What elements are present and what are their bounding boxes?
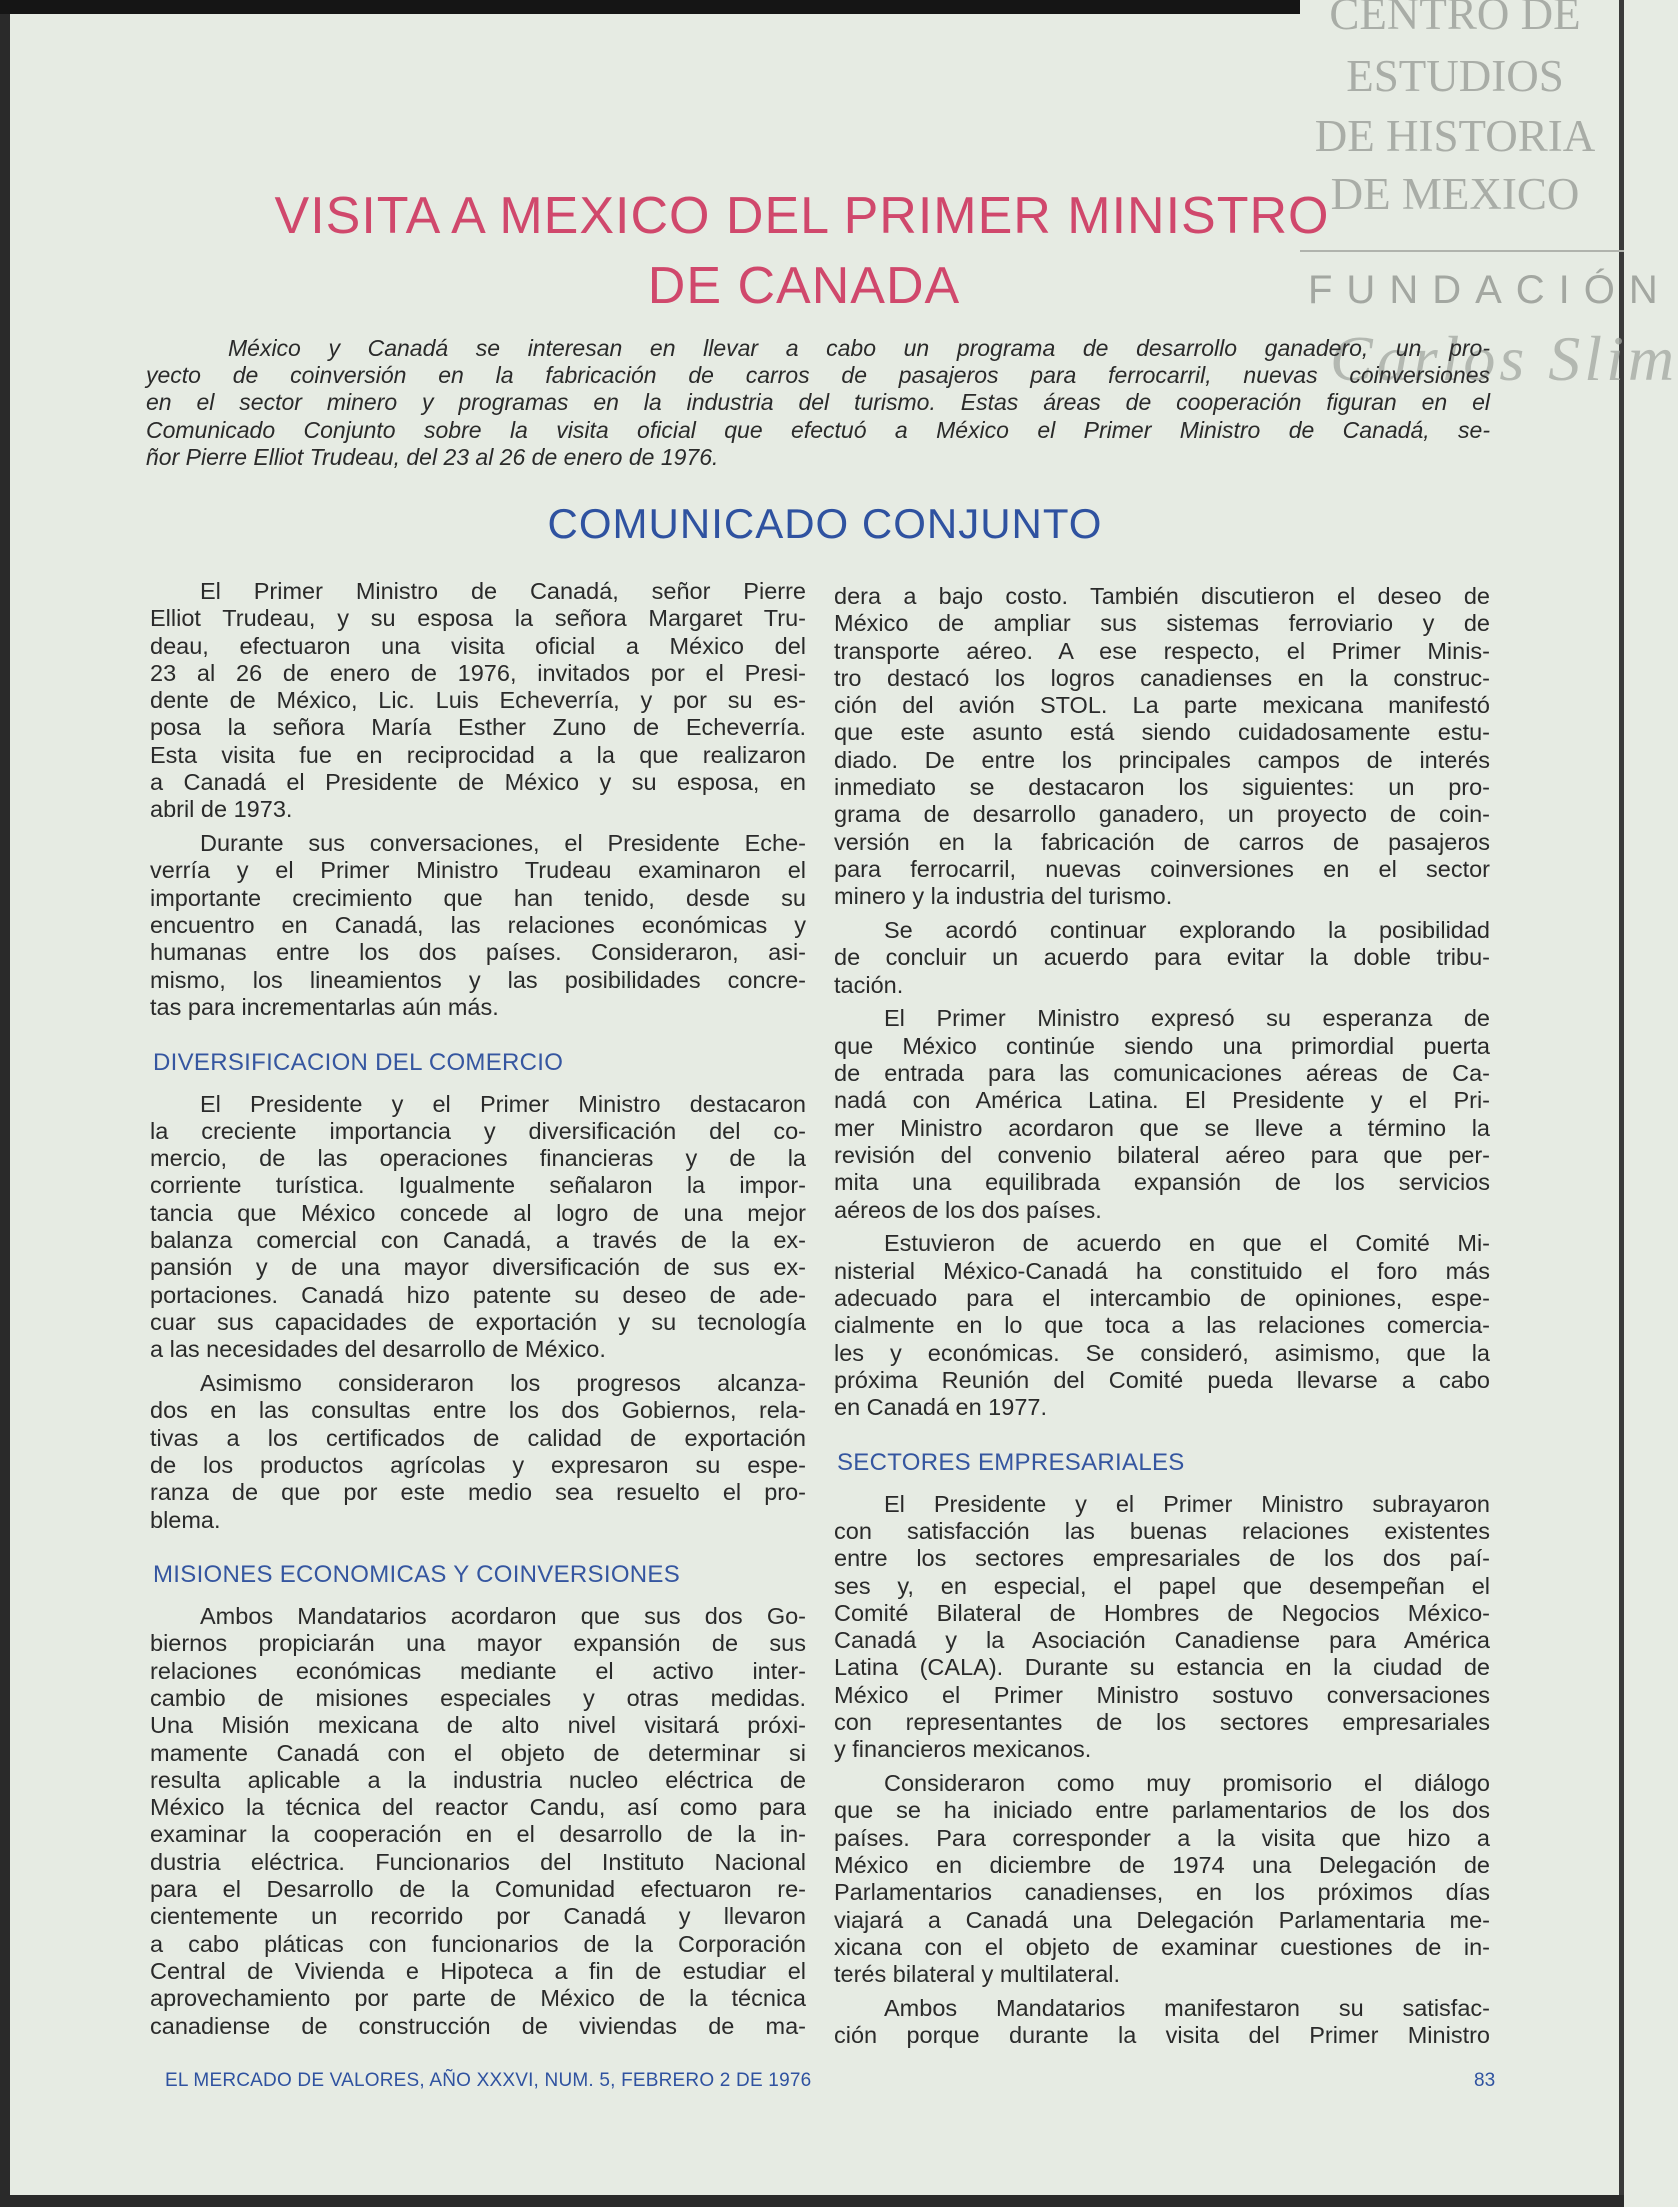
- intro-line: México y Canadá se interesan en llevar a cabo un programa de desarrollo ganadero, un pro-: [228, 335, 1490, 361]
- article-title-line-2: DE CANADA: [647, 257, 961, 315]
- text-line: verría y el Primer Ministro Trudeau examinaron el: [150, 857, 806, 884]
- text-line: Se acordó continuar explorando la posibilidad: [884, 917, 1490, 944]
- paragraph: [150, 1091, 806, 1364]
- text-line: Estuvieron de acuerdo en que el Comité Mi-: [884, 1230, 1490, 1257]
- text-line: El Primer Ministro de Canadá, señor Pierre: [200, 578, 806, 604]
- text-line: canadiense de construcción de viviendas de ma-: [150, 2012, 806, 2039]
- text-line: dera a bajo costo. También discutieron el deseo de: [834, 583, 1490, 609]
- text-line: grama de desarrollo ganadero, un proyecto de coin-: [834, 801, 1490, 828]
- text-line: mismo, los lineamientos y las posibilidades concre-: [150, 966, 806, 993]
- text-line: cuar sus capacidades de exportación y su tecnología: [150, 1308, 806, 1335]
- text-line: a Canadá el Presidente de México y su esposa, en: [150, 769, 806, 796]
- text-line: en Canadá en 1977.: [834, 1394, 1047, 1421]
- text-line: a las necesidades del desarrollo de México.: [150, 1336, 606, 1363]
- text-line: cientemente un recorrido por Canadá y llevaron: [150, 1903, 806, 1930]
- text-line: resulta aplicable a la industria nucleo eléctrica de: [150, 1766, 806, 1793]
- text-line: Durante sus conversaciones, el Presidente Eche-: [200, 830, 806, 857]
- text-line: México en diciembre de 1974 una Delegación de: [834, 1852, 1490, 1879]
- text-line: para el Desarrollo de la Comunidad efectuaron re-: [150, 1876, 806, 1903]
- text-line: con satisfacción las buenas relaciones existentes: [834, 1518, 1490, 1544]
- paragraph: [834, 1770, 1490, 1988]
- text-line: humanas entre los dos países. Consideraron, asi-: [150, 939, 806, 966]
- text-line: tro destacó los logros canadienses en la construc-: [834, 664, 1490, 691]
- text-line: tivas a los certificados de calidad de exportación: [150, 1424, 806, 1451]
- text-line: abril de 1973.: [150, 796, 293, 823]
- text-line: 23 al 26 de enero de 1976, invitados por el Presi-: [150, 659, 806, 686]
- text-line: Esta visita fue en reciprocidad a la que realizaron: [150, 741, 806, 768]
- text-line: examinar la cooperación en el desarrollo de la in-: [150, 1821, 806, 1848]
- text-line: les y económicas. Se consideró, asimismo, que la: [834, 1339, 1490, 1366]
- text-line: Ambos Mandatarios manifestaron su satisfac-: [884, 1995, 1490, 2022]
- section-title: COMUNICADO CONJUNTO: [547, 500, 1103, 547]
- text-line: balanza comercial con Canadá, a través de la ex-: [150, 1227, 806, 1254]
- text-line: ción porque durante la visita del Primer Ministro: [834, 2022, 1490, 2049]
- paragraph: [834, 1491, 1490, 1764]
- text-line: corriente turística. Igualmente señalaron la impor-: [150, 1172, 806, 1199]
- left-column: [150, 578, 806, 2040]
- text-line: dente de México, Lic. Luis Echeverría, y por su es-: [150, 687, 806, 714]
- text-line: tas para incrementarlas aún más.: [150, 993, 499, 1020]
- watermark-line: DE HISTORIA: [1314, 111, 1596, 161]
- watermark-signature: Carlos Slim: [1330, 323, 1678, 394]
- text-line: adecuado para el intercambio de opiniones, espe-: [834, 1284, 1490, 1311]
- text-line: encuentro en Canadá, las relaciones económicas y: [150, 912, 806, 939]
- text-line: ción del avión STOL. La parte mexicana manifestó: [834, 692, 1490, 719]
- intro-line: Comunicado Conjunto sobre la visita oficial que efectuó a México el Primer Ministro de Canadá, se-: [146, 416, 1490, 443]
- watermark-foundation: FUNDACIÓN: [1308, 268, 1672, 312]
- text-line: importante crecimiento que han tenido, desde su: [150, 884, 806, 911]
- text-line: mamente Canadá con el objeto de determinar si: [150, 1739, 806, 1766]
- text-line: El Presidente y el Primer Ministro destacaron: [200, 1090, 806, 1117]
- text-line: mercio, de las operaciones financieras y de la: [150, 1145, 806, 1172]
- text-line: de concluir un acuerdo para evitar la doble tribu-: [834, 944, 1490, 971]
- text-line: mer Ministro acordaron que se lleve a término la: [834, 1114, 1490, 1141]
- text-line: ses y, en especial, el papel que desempeñan el: [834, 1572, 1490, 1599]
- paragraph: [834, 1005, 1490, 1223]
- text-line: posa la señora María Esther Zuno de Echeverría.: [150, 714, 806, 741]
- text-line: aéreos de los dos países.: [834, 1196, 1102, 1223]
- text-line: Asimismo consideraron los progresos alcanza-: [200, 1370, 806, 1397]
- text-line: a cabo pláticas con funcionarios de la Corporación: [150, 1930, 806, 1957]
- text-line: nisterial México-Canadá ha constituido el foro más: [834, 1257, 1490, 1284]
- text-line: para ferrocarril, nuevas coinversiones en el sector: [834, 855, 1490, 882]
- watermark-rule: [1300, 250, 1624, 252]
- text-line: cialmente en lo que toca a las relaciones comercia-: [834, 1312, 1490, 1339]
- text-line: dustria eléctrica. Funcionarios del Instituto Nacional: [150, 1848, 806, 1875]
- scan-border-top: [0, 0, 1300, 14]
- text-line: próxima Reunión del Comité pueda llevarse a cabo: [834, 1366, 1490, 1393]
- text-line: pansión y de una mayor diversificación de sus ex-: [150, 1254, 806, 1281]
- text-line: blema.: [150, 1506, 221, 1533]
- text-line: aprovechamiento por parte de México de la técnica: [150, 1985, 806, 2012]
- text-line: Una Misión mexicana de alto nivel visitará próxi-: [150, 1712, 806, 1739]
- text-line: diado. De entre los principales campos de interés: [834, 746, 1490, 773]
- text-line: Comité Bilateral de Hombres de Negocios México-: [834, 1599, 1490, 1626]
- intro-summary: [146, 335, 1490, 471]
- intro-line: en el sector minero y programas en la industria del turismo. Estas áreas de cooperación figuran en el: [146, 389, 1490, 416]
- watermark-line: ESTUDIOS: [1346, 51, 1564, 101]
- text-line: tancia que México concede al logro de una mejor: [150, 1199, 806, 1226]
- text-line: México el Primer Ministro sostuvo conversaciones: [834, 1681, 1490, 1708]
- text-line: versión en la fabricación de carros de pasajeros: [834, 828, 1490, 855]
- text-line: xicana con el objeto de examinar cuestiones de in-: [834, 1933, 1490, 1960]
- text-line: deau, efectuaron una visita oficial a México del: [150, 632, 806, 659]
- text-line: de entrada para las comunicaciones aéreas de Ca-: [834, 1060, 1490, 1087]
- scan-border-left: [0, 0, 10, 2207]
- text-line: Parlamentarios canadienses, en los próximos días: [834, 1879, 1490, 1906]
- text-line: El Primer Ministro expresó su esperanza de: [884, 1005, 1490, 1032]
- text-line: Ambos Mandatarios acordaron que sus dos Go-: [200, 1603, 806, 1630]
- text-line: mita una equilibrada expansión de los servicios: [834, 1169, 1490, 1196]
- section-heading: MISIONES ECONOMICAS Y COINVERSIONES: [153, 1561, 681, 1589]
- text-line: México la técnica del reactor Candu, así como para: [150, 1794, 806, 1821]
- text-line: que este asunto está siendo cuidadosamente estu-: [834, 719, 1490, 746]
- text-line: revisión del convenio bilateral aéreo para que per-: [834, 1141, 1490, 1168]
- section-heading: SECTORES EMPRESARIALES: [837, 1448, 1185, 1476]
- watermark-line: DE MEXICO: [1330, 169, 1580, 219]
- text-line: minero y la industria del turismo.: [834, 883, 1173, 910]
- text-line: con representantes de los sectores empresariales: [834, 1709, 1490, 1736]
- text-line: que se ha iniciado entre parlamentarios de los dos: [834, 1797, 1490, 1824]
- paragraph: [150, 1603, 806, 2040]
- text-line: que México continúe siendo una primordial puerta: [834, 1032, 1490, 1059]
- intro-line: ñor Pierre Elliot Trudeau, del 23 al 26 de enero de 1976.: [146, 443, 719, 470]
- text-line: Canadá y la Asociación Canadiense para América: [834, 1627, 1490, 1654]
- article-title-line-1: VISITA A MEXICO DEL PRIMER MINISTRO: [274, 187, 1330, 245]
- text-line: y financieros mexicanos.: [834, 1736, 1092, 1763]
- paragraph: [150, 1370, 806, 1534]
- footer-publication: EL MERCADO DE VALORES, AÑO XXXVI, NUM. 5, FEBRERO 2 DE 1976: [165, 2070, 812, 2091]
- text-line: relaciones económicas mediante el activo inter-: [150, 1657, 806, 1684]
- text-line: viajará a Canadá una Delegación Parlamentaria me-: [834, 1906, 1490, 1933]
- text-line: biernos propiciarán una mayor expansión de sus: [150, 1630, 806, 1657]
- text-line: México de ampliar sus sistemas ferroviario y de: [834, 610, 1490, 637]
- text-line: la creciente importancia y diversificación del co-: [150, 1117, 806, 1144]
- text-line: Elliot Trudeau, y su esposa la señora Margaret Tru-: [150, 605, 806, 632]
- text-line: cambio de misiones especiales y otras medidas.: [150, 1684, 806, 1711]
- paragraph: [150, 830, 806, 1021]
- section-heading: DIVERSIFICACION DEL COMERCIO: [153, 1048, 564, 1076]
- intro-line: yecto de coinversión en la fabricación de carros de pasajeros para ferrocarril, nuevas coinversiones: [146, 362, 1490, 389]
- paragraph: [834, 917, 1490, 999]
- paragraph: [834, 1230, 1490, 1421]
- text-line: de los productos agrícolas y expresaron su espe-: [150, 1451, 806, 1478]
- text-line: Latina (CALA). Durante su estancia en la ciudad de: [834, 1654, 1490, 1681]
- text-line: Consideraron como muy promisorio el diálogo: [884, 1770, 1490, 1797]
- text-line: Central de Vivienda e Hipoteca a fin de estudiar el: [150, 1957, 806, 1984]
- page-number: 83: [1474, 2070, 1496, 2091]
- text-line: transporte aéreo. A ese respecto, el Primer Minis-: [834, 637, 1490, 664]
- text-line: dos en las consultas entre los dos Gobiernos, rela-: [150, 1397, 806, 1424]
- text-line: entre los sectores empresariales de los dos paí-: [834, 1545, 1490, 1572]
- text-line: ranza de que por este medio sea resuelto el pro-: [150, 1479, 806, 1506]
- text-line: países. Para corresponder a la visita que hizo a: [834, 1824, 1490, 1851]
- paragraph: [150, 578, 806, 824]
- scan-border-bottom: [0, 2195, 1624, 2207]
- text-line: nadá con América Latina. El Presidente y el Pri-: [834, 1087, 1490, 1114]
- paragraph: [834, 583, 1490, 911]
- text-line: inmediato se destacaron los siguientes: un pro-: [834, 774, 1490, 801]
- text-line: terés bilateral y multilateral.: [834, 1961, 1121, 1988]
- text-line: tación.: [834, 971, 904, 998]
- paragraph: [834, 1995, 1490, 2050]
- text-line: El Presidente y el Primer Ministro subrayaron: [884, 1490, 1490, 1517]
- right-column: [834, 583, 1490, 2050]
- text-line: portaciones. Canadá hizo patente su deseo de ade-: [150, 1281, 806, 1308]
- watermark-line: CENTRO DE: [1329, 0, 1581, 39]
